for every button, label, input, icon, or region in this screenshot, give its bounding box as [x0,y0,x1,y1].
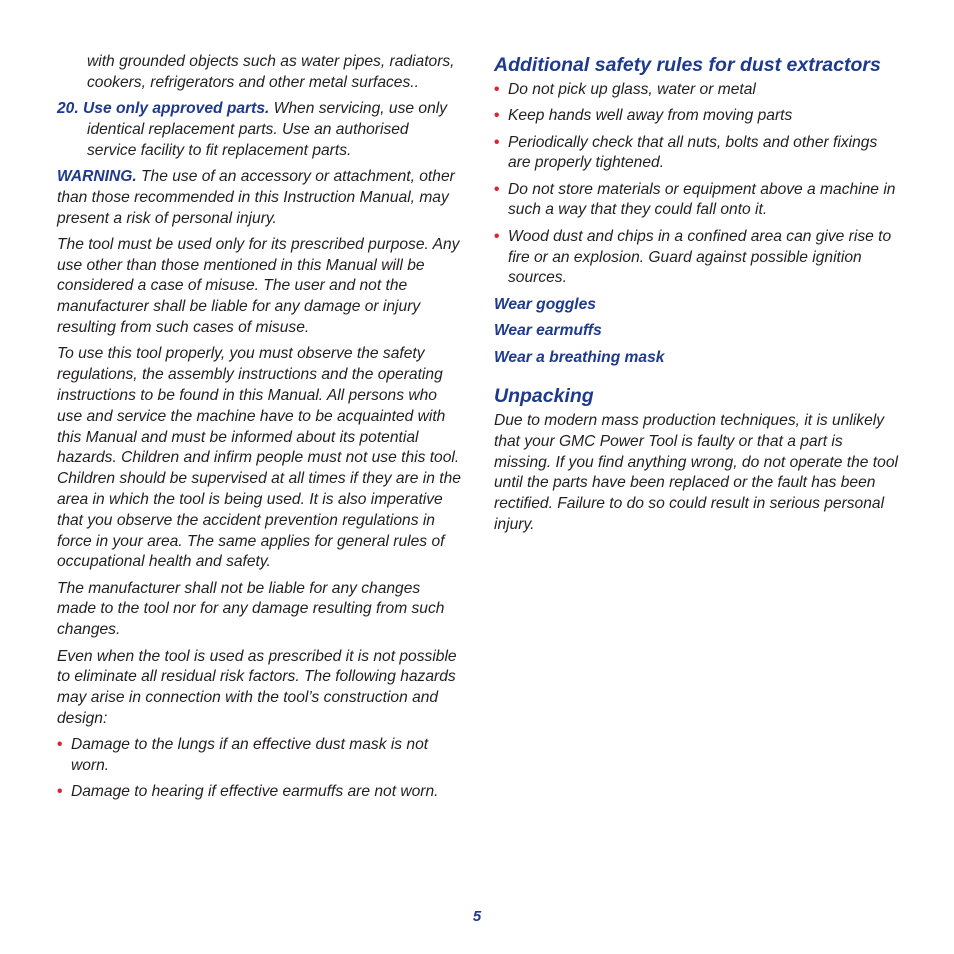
list-item-text: Do not pick up glass, water or metal [508,81,756,98]
list-item [57,735,462,777]
residual-risk-paragraph: Even when the tool is used as prescribed it is not possible to eliminate all residual risk factors. The following hazards may arise in connection with the tool’s construction and design: [57,647,457,727]
right-column [494,52,899,541]
page-number: 5 [472,908,482,925]
warning-label: WARNING. [57,167,137,185]
heading-dust-extractors: Additional safety rules for dust extractors [494,54,881,76]
item-20-text: When servicing, use only identical replacement parts. Use an authorised service facility to fit replacement parts. [87,100,448,159]
list-item [57,782,462,803]
list-item [494,133,899,175]
left-column [57,52,462,809]
list-item-text: Do not store materials or equipment above a machine in such a way that they could fall onto it. [508,180,896,219]
item-20-label: 20. Use only approved parts. [57,100,270,118]
safety-paragraph: To use this tool properly, you must observe the safety regulations, the assembly instructions and the operating instructions to be found in this Manual. All persons who use and service the machine have to be acquainted with this Manual and must be informed about its potential hazards. Children and infirm people must not use this tool. Children should be supervised at all times if they are in the area in which the tool is being used. It is also imperative that you observe the accident prevention regulations in force in your area. The same applies for general rules of occupational health and safety. [57,345,461,571]
list-item [494,106,899,127]
warning-paragraph [57,167,462,229]
warning-text: The use of an accessory or attachment, other than those recommended in this Instruction Manual, may present a risk of personal injury. [57,167,455,227]
list-item-text: Wood dust and chips in a confined area can give rise to fire or an explosion. Guard against possible ignition sources. [508,227,892,287]
list-item [494,80,899,101]
bullet-icon: • [494,81,500,98]
wear-goggles-notice: Wear goggles [494,295,596,313]
item-20 [57,99,462,161]
bullet-icon: • [494,180,500,198]
list-item [494,227,899,289]
list-item-text: Damage to the lungs if an effective dust mask is not worn. [71,736,429,774]
changes-paragraph: The manufacturer shall not be liable for any changes made to the tool nor for any damage resulting from such changes. [57,579,445,639]
list-item-text: Periodically check that all nuts, bolts and other fixings are properly tightened. [508,133,878,172]
heading-unpacking: Unpacking [494,385,594,408]
bullet-icon: • [57,783,63,801]
list-item-text: Damage to hearing if effective earmuffs are not worn. [71,783,439,801]
list-item-text: Keep hands well away from moving parts [508,107,793,125]
bullet-icon: • [494,133,500,151]
wear-breathing-mask-notice: Wear a breathing mask [494,349,665,367]
wear-earmuffs-notice: Wear earmuffs [494,322,602,340]
purpose-paragraph: The tool must be used only for its prescribed purpose. Any use other than those mentioned in this Manual will be considered a case of misuse. The user and not the manufacturer shall be liable for any damage or injury resulting from such cases of misuse. [57,235,460,337]
continued-paragraph: with grounded objects such as water pipes, radiators, cookers, refrigerators and other metal surfaces.. [87,53,455,91]
bullet-icon: • [57,736,63,754]
bullet-icon: • [494,107,500,125]
unpacking-paragraph: Due to modern mass production techniques, it is unlikely that your GMC Power Tool is faulty or that a part is missing. If you find anything wrong, do not operate the tool until the parts have been replaced or the fault has been rectified. Failure to do so could result in serious personal injury. [494,412,898,534]
list-item [494,180,899,222]
bullet-icon: • [494,227,500,245]
spacer [494,375,899,383]
